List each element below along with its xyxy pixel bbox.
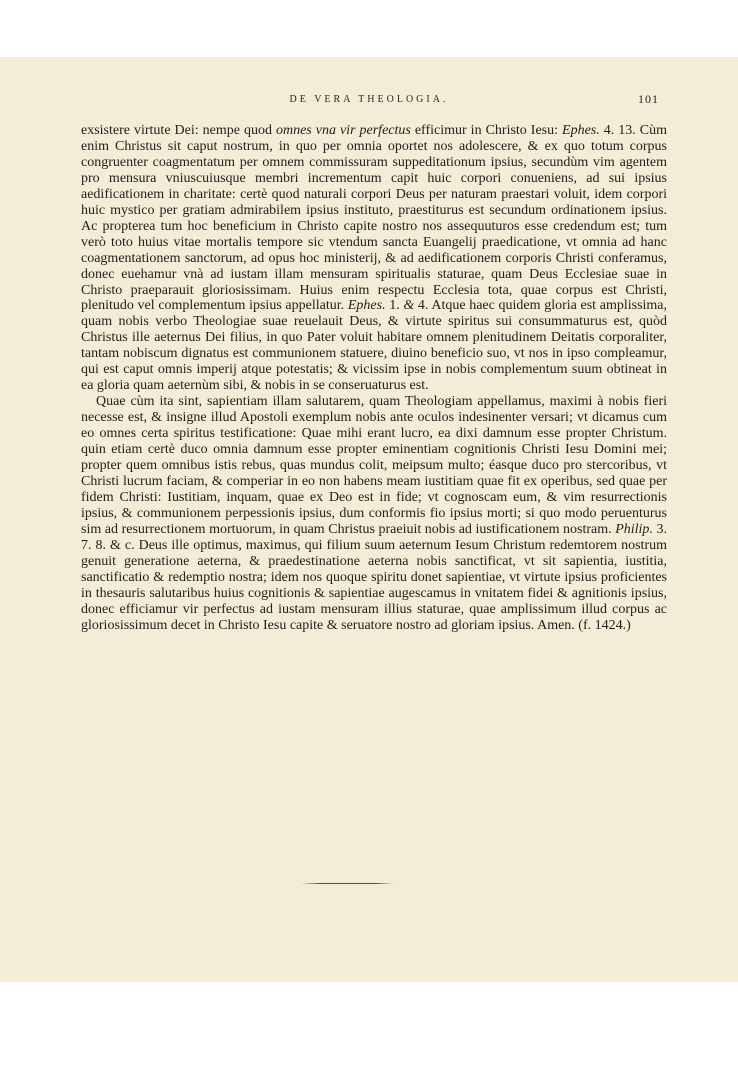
scripture-citation: Ephes.: [347, 298, 386, 314]
paragraph-2: [81, 394, 667, 633]
text-segment: Quae cùm ita sint, sapientiam illam salutarem, quam Theologiam appellamus, maximi à nobis fieri necesse est, & insigne illud Apostoli exemplum nobis ante oculos indesinenter versari; vt dicamus cum eo omnes certa spiritus testificatione: Quae mihi erant lucro, ea dixi damnum esse propter Christum. quin etiam certè duco omnia damnum esse propter eminentiam cognitionis Christi Iesu Domini mei; propter quem omnibus istis rebus, quas mundus colit, meipsum multo; éasque duco pro stercoribus, vt Christi lucrum faciam, & comperiar in eo non habens meam iustitiam quae fit ex operibus, sed quae per fidem Christi: Iustitiam, inquam, quae ex Deo est in fide; vt cognoscam eum, & vim resurrectionis ipsius, & communionem perpessionis ipsius, dum conformis fio ipsius morti; si quo modo peruenturus sim ad resurrectionem mortuorum, in quam Christus praeiuit nobis ad iustificationem nostram.: [81, 394, 667, 537]
scripture-citation: Ephes.: [562, 123, 600, 138]
body-text: [81, 123, 667, 634]
running-title: DE VERA THEOLOGIA.: [289, 94, 449, 105]
book-page: [0, 57, 738, 982]
text-segment: efficimur in Christo Iesu:: [410, 123, 563, 138]
italic-phrase: omnes vna vir perfectus: [275, 123, 411, 138]
text-segment: 3. 7. 8. & c. Deus ille optimus, maximus, qui filium suum aeternum Iesum Christum redemtorem nostrum genuit generatione aeterna, & praedestinatione aeterna nobis sanctificat, vt sit sapientia, iustitia, sanctificatio & redemptio nostra; idem nos quoque spiritu donet sapientiae, vt virtute ipsius proficientes in thesauris salutaribus huius cognitionis & sapientiae augescamus in vnitatem fidei & agnitionis ipsius, donec efficiamur vir perfectus ad iustam mensuram illius staturae, quae amplissimum illud corpus ac gloriosissimum decet in Christo Iesu capite & seruatore nostro ad gloriam ipsius. Amen. (f. 1424.): [81, 521, 667, 633]
text-segment: 4. Atque haec quidem gloria est amplissima, quam nobis verbo Theologiae suae reuelauit Deus, & virtute spiritus sui consummaturus est, quòd Christus ille aeternus Dei filius, in quo Pater voluit habitare omnem plenitudinem Deitatis corporaliter, tantam nobiscum dignatus est communionem statuere, diuino beneficio suo, vt nos in ipso compleamur, qui est caput omnis imperij atque potestatis; & vicissim ipse in nobis complementum suum obtineat in ea gloria quam aeternùm sibi, & nobis in se conseruaturus est.: [81, 298, 668, 394]
page-number: 101: [638, 92, 659, 106]
paragraph-1: [81, 123, 667, 394]
text-segment: 4. 13. Cùm enim Christus sit caput nostrum, in quo per omnia oportet nos adolescere, & ex quo totum corpus congruenter coagmentatum per omnem commissuram suppeditationum ipsius, secundùm vim agentem pro mensura vniuscuiusque membri incrementum capit huic corpori conueniens, ad sui ipsius aedificationem in charitate: certè quod naturali corpori Deus per naturam praestari voluit, idem corpori huic mystico per gratiam admirabilem ipsius instituto, praestiturus est secundum ordinationem ipsius. Ac propterea tum hoc beneficium in Christo capite nostro nos assequuturos esse credendum est; tum verò toto huius vitae mortalis tempore sic vtendum sancta Euangelij praedicatione, vt omnia ad hanc coagmentationem sanctorum, ad opus hoc ministerij, & ad aedificationem corporis Christi conferamus, donec euehamur vnà ad iustam illam mensuram spiritualis staturae, quam Deus Ecclesiae suae in Christo praeparauit gloriosissimam. Huius enim respectu Ecclesia tota, quae corpus est Christi, plenitudo vel complementum ipsius appellatur.: [81, 123, 667, 314]
ornament-rule: [301, 883, 394, 884]
italic-ampersand: &: [403, 298, 415, 314]
text-segment: exsistere virtute Dei: nempe quod: [81, 123, 276, 138]
text-segment: 1.: [385, 298, 404, 314]
scripture-citation: Philip.: [615, 521, 653, 537]
